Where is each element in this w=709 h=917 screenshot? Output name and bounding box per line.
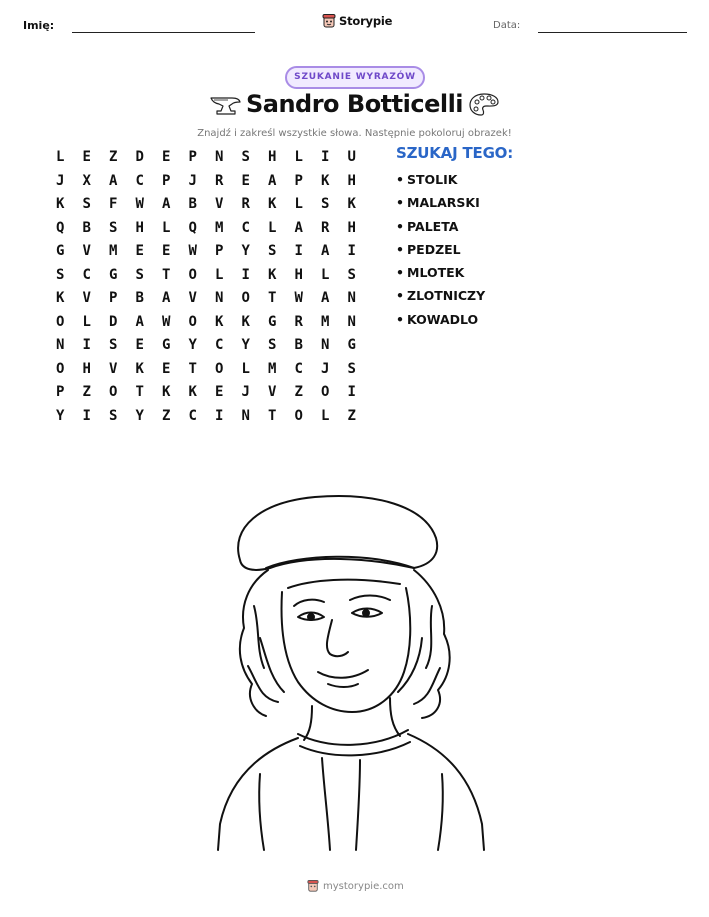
grid-cell[interactable]: L (56, 149, 65, 165)
word-label: PALETA (407, 218, 459, 234)
grid-cell[interactable]: K (162, 384, 171, 400)
grid-cell[interactable]: A (135, 313, 144, 330)
word-list-item (396, 240, 485, 263)
grid-cell[interactable]: W (294, 290, 303, 306)
grid-cell[interactable]: S (347, 266, 356, 283)
grid-cell[interactable]: T (268, 290, 277, 306)
grid-cell[interactable]: O (321, 384, 330, 400)
grid-cell[interactable]: J (321, 360, 330, 377)
word-list-item (396, 193, 485, 216)
grid-cell[interactable]: Z (109, 149, 118, 165)
grid-cell[interactable]: L (294, 149, 303, 165)
bullet: • (396, 218, 404, 234)
grid-cell[interactable]: L (268, 219, 277, 236)
grid-cell[interactable]: K (321, 172, 330, 189)
grid-cell[interactable]: K (347, 196, 356, 212)
grid-cell[interactable]: M (321, 313, 330, 330)
grid-cell[interactable]: I (82, 337, 91, 353)
word-list-item (396, 286, 485, 309)
grid-cell[interactable]: E (135, 243, 144, 259)
name-label: Imię: (23, 19, 55, 32)
grid-cell[interactable]: P (294, 172, 303, 189)
grid-cell[interactable]: H (268, 149, 277, 165)
grid-cell[interactable]: S (347, 360, 356, 377)
grid-cell[interactable]: T (268, 407, 277, 424)
word-list-item (396, 217, 485, 240)
grid-cell[interactable]: O (294, 407, 303, 424)
grid-cell[interactable]: A (162, 196, 171, 212)
grid-cell[interactable]: W (188, 243, 197, 259)
grid-cell[interactable]: C (294, 360, 303, 377)
word-label: MLOTEK (407, 265, 465, 281)
bullet: • (396, 241, 404, 257)
grid-cell[interactable]: H (294, 266, 303, 283)
grid-cell[interactable]: A (109, 172, 118, 189)
grid-cell[interactable]: S (109, 337, 118, 353)
grid-cell[interactable]: P (109, 290, 118, 306)
activity-badge: SZUKANIE WYRAZÓW (285, 66, 425, 89)
grid-cell[interactable]: O (215, 360, 224, 377)
bullet: • (396, 195, 404, 211)
grid-cell[interactable]: N (347, 290, 356, 306)
grid-cell[interactable]: B (188, 196, 197, 212)
grid-cell[interactable]: C (215, 337, 224, 353)
grid-cell[interactable]: Y (241, 243, 250, 259)
name-line[interactable] (72, 32, 255, 33)
grid-cell[interactable]: E (135, 337, 144, 353)
grid-cell[interactable]: R (241, 196, 250, 212)
grid-cell[interactable]: A (321, 290, 330, 306)
grid-cell[interactable]: Z (347, 407, 356, 424)
grid-cell[interactable]: S (268, 337, 277, 353)
grid-cell[interactable]: E (162, 149, 171, 165)
grid-cell[interactable]: O (56, 360, 65, 377)
grid-cell[interactable]: K (268, 196, 277, 212)
grid-cell[interactable]: L (321, 407, 330, 424)
bullet: • (396, 172, 404, 187)
grid-cell[interactable]: I (241, 266, 250, 283)
word-label: PEDZEL (407, 241, 461, 257)
grid-cell[interactable]: Q (56, 219, 65, 236)
grid-cell[interactable]: K (215, 313, 224, 330)
grid-cell[interactable]: D (135, 149, 144, 165)
date-label: Data: (493, 20, 521, 31)
grid-cell[interactable]: O (56, 313, 65, 330)
grid-cell[interactable]: E (82, 149, 91, 165)
grid-cell[interactable]: E (215, 384, 224, 400)
grid-cell[interactable]: M (215, 219, 224, 236)
grid-cell[interactable]: H (82, 360, 91, 377)
grid-cell[interactable]: S (82, 196, 91, 212)
grid-cell[interactable]: V (109, 360, 118, 377)
botticelli-portrait-illustration (200, 488, 500, 853)
brand-logo (322, 13, 392, 29)
grid-cell[interactable]: V (82, 290, 91, 306)
grid-cell[interactable]: D (109, 313, 118, 330)
grid-cell[interactable]: I (347, 384, 356, 400)
grid-cell[interactable]: G (56, 243, 65, 259)
grid-cell[interactable]: A (294, 219, 303, 236)
bullet: • (396, 265, 404, 281)
grid-cell[interactable]: T (188, 360, 197, 377)
grid-cell[interactable]: A (162, 290, 171, 306)
grid-cell[interactable]: B (294, 337, 303, 353)
bullet: • (396, 311, 404, 327)
grid-cell[interactable]: M (268, 360, 277, 377)
grid-cell[interactable]: E (241, 172, 250, 189)
grid-cell[interactable]: L (241, 360, 250, 377)
grid-cell[interactable]: W (162, 313, 171, 330)
grid-cell[interactable]: H (347, 172, 356, 189)
word-list-item (396, 263, 485, 286)
grid-cell[interactable]: T (135, 384, 144, 400)
grid-cell[interactable]: N (347, 313, 356, 330)
instructions: Znajdź i zakreśl wszystkie słowa. Następnie pokoloruj obrazek! (197, 128, 512, 139)
grid-cell[interactable]: Z (294, 384, 303, 400)
grid-cell[interactable]: A (321, 243, 330, 259)
grid-cell[interactable]: G (162, 337, 171, 353)
word-list (396, 170, 485, 333)
grid-cell[interactable]: K (56, 290, 65, 306)
grid-cell[interactable]: Z (82, 384, 91, 400)
grid-cell[interactable]: U (347, 149, 356, 165)
grid-cell[interactable]: P (215, 243, 224, 259)
palette-icon (468, 92, 500, 118)
grid-cell[interactable]: P (188, 149, 197, 165)
grid-cell[interactable]: G (268, 313, 277, 330)
grid-cell[interactable]: K (241, 313, 250, 330)
word-label: STOLIK (407, 172, 458, 187)
date-line[interactable] (538, 32, 687, 33)
grid-cell[interactable]: S (321, 196, 330, 212)
grid-cell[interactable]: Y (188, 337, 197, 353)
grid-cell[interactable]: H (347, 219, 356, 236)
grid-cell[interactable]: S (56, 266, 65, 283)
grid-cell[interactable]: K (188, 384, 197, 400)
grid-cell[interactable]: M (109, 243, 118, 259)
grid-cell[interactable]: R (294, 313, 303, 330)
grid-cell[interactable]: I (215, 407, 224, 424)
grid-cell[interactable]: Y (241, 337, 250, 353)
grid-cell[interactable]: Y (56, 407, 65, 424)
grid-cell[interactable]: B (82, 219, 91, 236)
grid-cell[interactable]: J (188, 172, 197, 189)
grid-cell[interactable]: V (188, 290, 197, 306)
grid-cell[interactable]: N (241, 407, 250, 424)
grid-cell[interactable]: V (82, 243, 91, 259)
grid-cell[interactable]: E (162, 360, 171, 377)
grid-cell[interactable]: N (56, 337, 65, 353)
grid-cell[interactable]: S (268, 243, 277, 259)
grid-cell[interactable]: O (188, 313, 197, 330)
grid-cell[interactable]: P (56, 384, 65, 400)
grid-cell[interactable]: L (162, 219, 171, 236)
word-label: ZLOTNICZY (407, 288, 486, 304)
grid-cell[interactable]: L (215, 266, 224, 283)
footer (307, 879, 404, 893)
grid-cell[interactable]: H (135, 219, 144, 236)
word-label: MALARSKI (407, 195, 480, 211)
grid-cell[interactable]: N (321, 337, 330, 353)
grid-cell[interactable]: N (215, 149, 224, 165)
storypie-logo-icon (307, 879, 319, 893)
grid-cell[interactable]: P (162, 172, 171, 189)
grid-cell[interactable]: J (56, 172, 65, 189)
grid-cell[interactable]: C (82, 266, 91, 283)
grid-cell[interactable]: G (347, 337, 356, 353)
word-label: KOWADLO (407, 311, 479, 327)
grid-cell[interactable]: C (135, 172, 144, 189)
grid-cell[interactable]: L (82, 313, 91, 330)
grid-cell[interactable]: S (109, 407, 118, 424)
grid-cell[interactable]: Y (135, 407, 144, 424)
grid-cell[interactable]: B (135, 290, 144, 306)
grid-cell[interactable]: A (268, 172, 277, 189)
grid-cell[interactable]: V (215, 196, 224, 212)
storypie-logo-icon (322, 13, 336, 29)
grid-cell[interactable]: J (241, 384, 250, 400)
grid-cell[interactable]: S (109, 219, 118, 236)
grid-cell[interactable]: I (347, 243, 356, 259)
footer-url: mystorypie.com (323, 880, 404, 892)
grid-cell[interactable]: I (294, 243, 303, 259)
grid-cell[interactable]: F (109, 196, 118, 212)
word-list-title: SZUKAJ TEGO: (396, 144, 514, 162)
grid-cell[interactable]: T (162, 266, 171, 283)
grid-cell[interactable]: O (188, 266, 197, 283)
grid-cell[interactable]: E (162, 243, 171, 259)
grid-cell[interactable]: X (82, 172, 91, 189)
grid-cell[interactable]: O (241, 290, 250, 306)
grid-cell[interactable]: I (321, 149, 330, 165)
grid-cell[interactable]: Q (188, 219, 197, 236)
grid-cell[interactable]: R (321, 219, 330, 236)
word-list-item (396, 170, 485, 193)
grid-cell[interactable]: Z (162, 407, 171, 424)
grid-cell[interactable]: R (215, 172, 224, 189)
grid-cell[interactable]: C (241, 219, 250, 236)
grid-cell[interactable]: K (268, 266, 277, 283)
word-search-grid[interactable] (47, 146, 365, 428)
grid-cell[interactable]: C (188, 407, 197, 424)
grid-cell[interactable]: K (56, 196, 65, 212)
grid-cell[interactable]: S (135, 266, 144, 283)
grid-cell[interactable]: L (294, 196, 303, 212)
grid-cell[interactable]: G (109, 266, 118, 283)
grid-cell[interactable]: S (241, 149, 250, 165)
grid-cell[interactable]: L (321, 266, 330, 283)
grid-cell[interactable]: O (109, 384, 118, 400)
grid-cell[interactable]: V (268, 384, 277, 400)
grid-cell[interactable]: K (135, 360, 144, 377)
grid-cell[interactable]: W (135, 196, 144, 212)
grid-cell[interactable]: I (82, 407, 91, 424)
page-title: Sandro Botticelli (245, 90, 464, 118)
brand-name: Storypie (339, 14, 393, 28)
word-list-item (396, 310, 485, 333)
grid-cell[interactable]: N (215, 290, 224, 306)
bullet: • (396, 288, 404, 304)
